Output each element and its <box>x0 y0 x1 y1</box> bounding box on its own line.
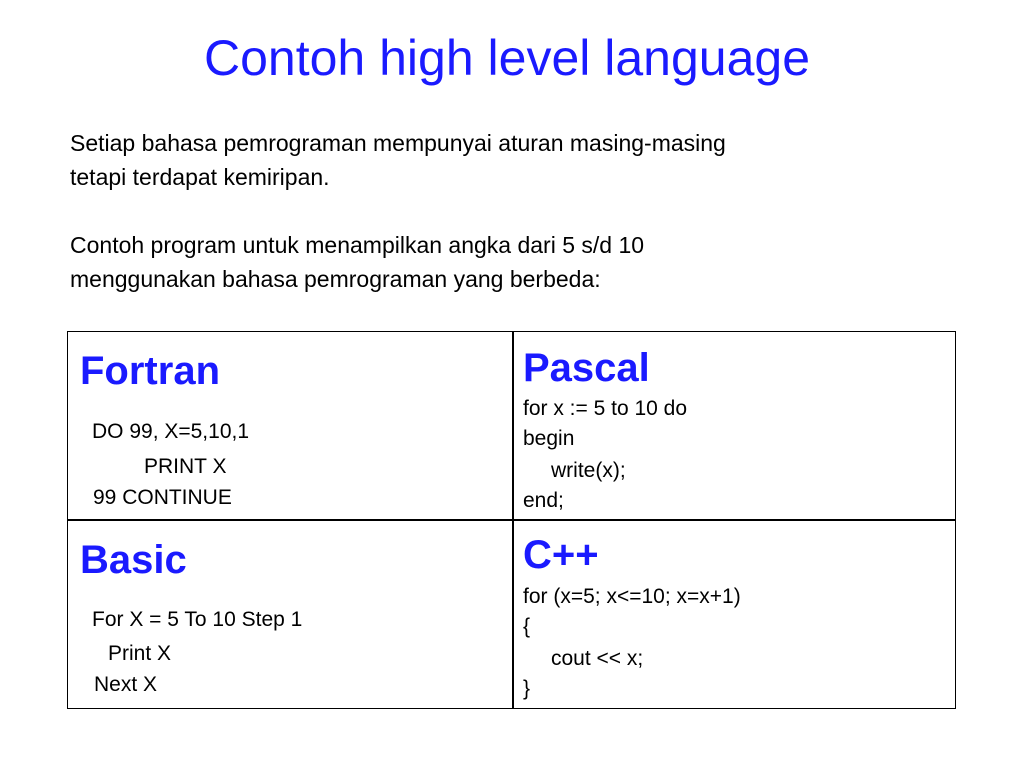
fortran-code-line: DO 99, X=5,10,1 <box>92 420 250 443</box>
cpp-code-line: { <box>523 615 531 638</box>
cpp-title: C++ <box>523 533 599 577</box>
fortran-code-line: 99 CONTINUE <box>93 486 232 509</box>
pascal-cell <box>513 332 955 519</box>
basic-code-line: Next X <box>94 673 158 696</box>
fortran-title: Fortran <box>80 349 220 393</box>
pascal-code-line: begin <box>523 427 575 450</box>
intro-line-1: Setiap bahasa pemrograman mempunyai aturan masing-masing <box>70 130 726 156</box>
intro-line-2: tetapi terdapat kemiripan. <box>70 164 330 190</box>
fortran-cell <box>68 332 512 519</box>
cpp-code-line: } <box>523 677 531 700</box>
example-paragraph <box>70 228 950 296</box>
example-line-2: menggunakan bahasa pemrograman yang berbeda: <box>70 266 601 292</box>
code-comparison-table <box>67 331 956 709</box>
basic-code-line: Print X <box>108 642 172 665</box>
fortran-code-line: PRINT X <box>144 455 227 478</box>
pascal-title: Pascal <box>523 346 650 390</box>
cpp-cell <box>513 521 955 708</box>
cpp-code-line: cout << x; <box>551 647 644 670</box>
example-line-1: Contoh program untuk menampilkan angka dari 5 s/d 10 <box>70 232 645 258</box>
pascal-code-line: write(x); <box>551 459 626 482</box>
basic-title: Basic <box>80 538 187 582</box>
basic-code-line: For X = 5 To 10 Step 1 <box>92 608 303 631</box>
intro-paragraph <box>70 126 950 194</box>
pascal-code-line: for x := 5 to 10 do <box>523 397 688 420</box>
pascal-code-line: end; <box>523 489 564 512</box>
slide-title: Contoh high level language <box>203 30 811 86</box>
basic-cell <box>68 521 512 708</box>
cpp-code-line: for (x=5; x<=10; x=x+1) <box>523 585 741 608</box>
